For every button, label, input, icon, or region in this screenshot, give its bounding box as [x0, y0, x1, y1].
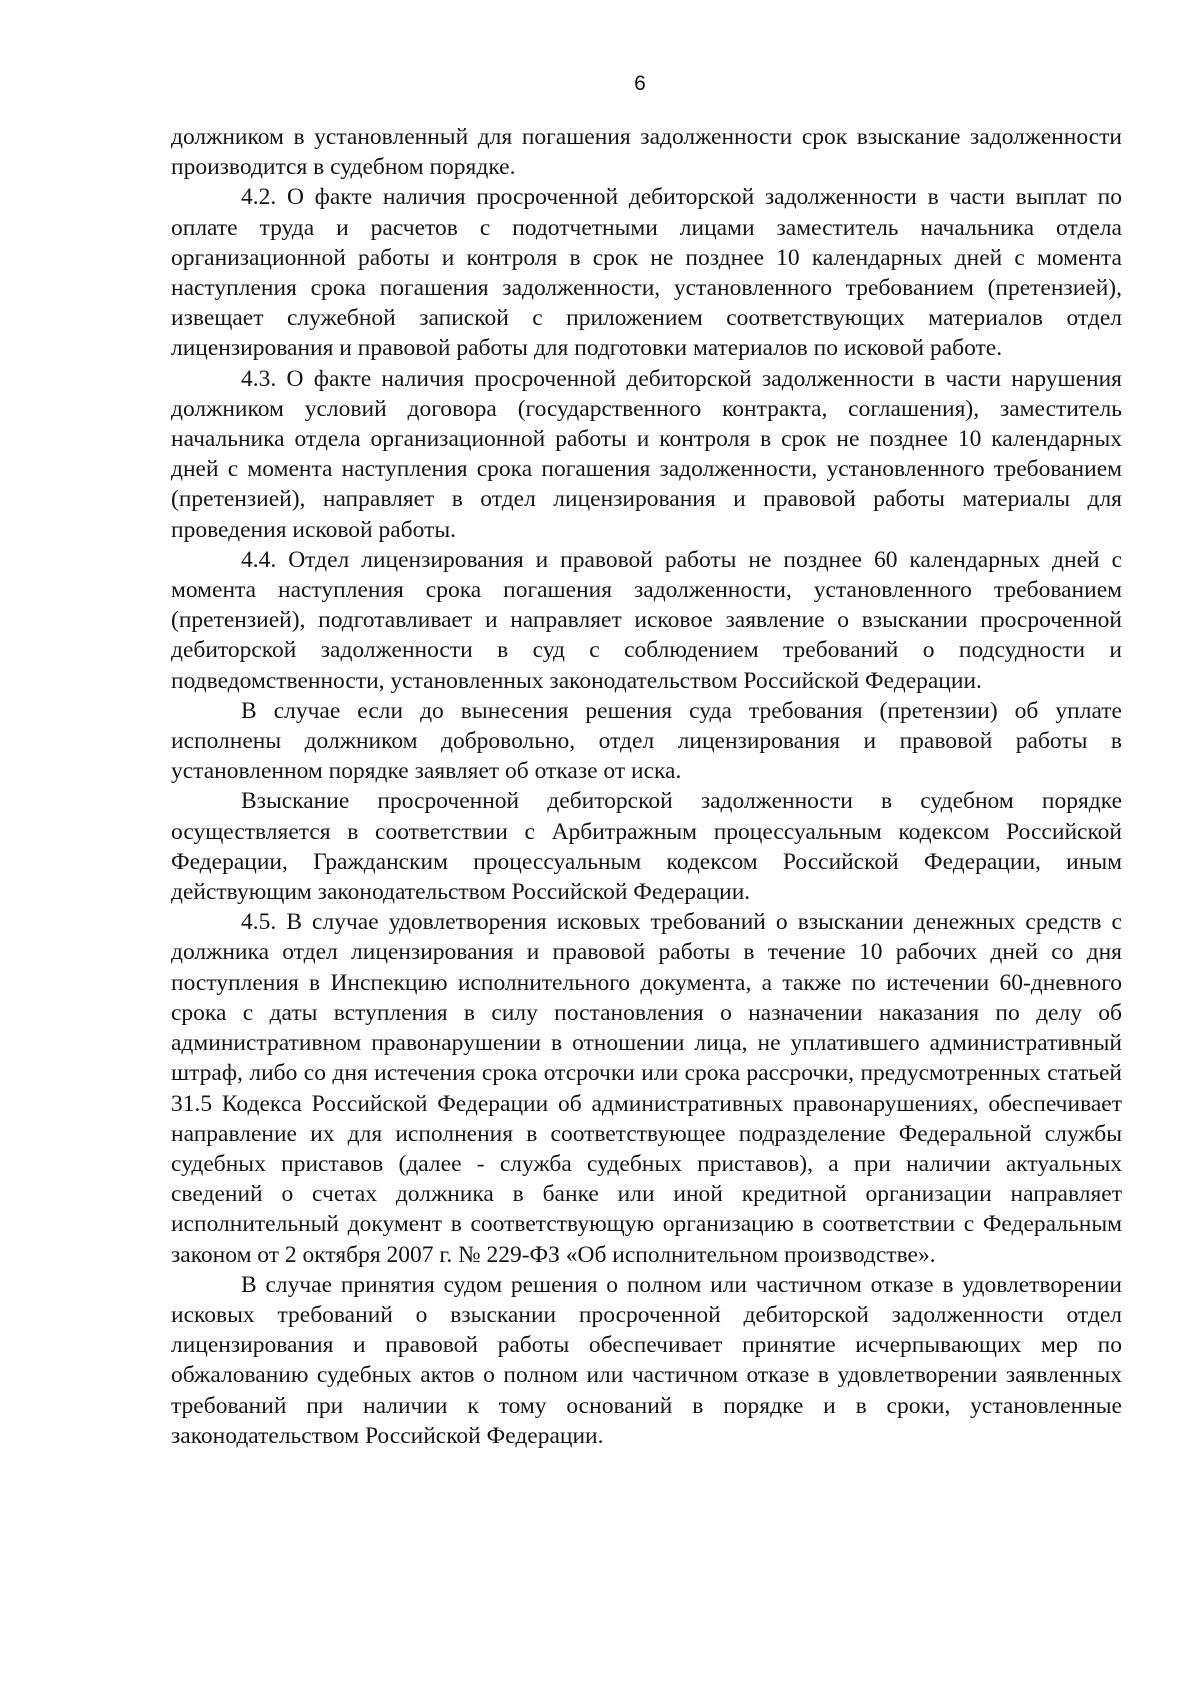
paragraph-4-4: 4.4. Отдел лицензирования и правовой работы не позднее 60 календарных дней с момента наступления срока погашения задолженности, установленного требованием (претензией), подготавливает и направляет исковое заявление о взыскании просроченной дебиторской задолженности в суд с соблюдением требований о подсудности и подведомственности, установленных законодательством Российской Федерации.: [171, 546, 1122, 694]
paragraph-4-4-judicial-recovery: Взыскание просроченной дебиторской задолженности в судебном порядке осуществляется в соответствии с Арбитражным процессуальным кодексом Российской Федерации, Гражданским процессуальным кодексом Российской Федерации, иным действующим законодательством Российской Федерации.: [171, 788, 1122, 906]
paragraph-4-5: 4.5. В случае удовлетворения исковых требований о взыскании денежных средств с должника отдел лицензирования и правовой работы в течение 10 рабочих дней со дня поступления в Инспекцию исполнительного документа, а также по истечении 60-дневного срока с даты вступления в силу постановления о назначении наказания по делу об административном правонарушении в отношении лица, не уплатившего административный штраф, либо со дня истечения срока отсрочки или срока рассрочки, предусмотренных статьей 31.5 Кодекса Российской Федерации об административных правонарушениях, обеспечивает направление их для исполнения в соответствующее подразделение Федеральной службы судебных приставов (далее - служба судебных приставов), а при наличии актуальных сведений о счетах должника в банке или иной кредитной организации направляет исполнительный документ в соответствующую организацию в соответствии с Федеральным законом от 2 октября 2007 г. № 229-ФЗ «Об исполнительном производстве».: [171, 909, 1122, 1268]
page-number: 6: [634, 72, 646, 95]
paragraph-4-3: 4.3. О факте наличия просроченной дебиторской задолженности в части нарушения должником условий договора (государственного контракта, соглашения), заместитель начальника отдела организационной работы и контроля в срок не позднее 10 календарных дней с момента наступления срока погашения задолженности, установленного требованием (претензией), направляет в отдел лицензирования и правовой работы материалы для проведения исковой работы.: [171, 365, 1122, 543]
paragraph-continuation: должником в установленный для погашения задолженности срок взыскание задолженности производится в судебном порядке.: [171, 124, 1122, 181]
paragraph-4-2: 4.2. О факте наличия просроченной дебиторской задолженности в части выплат по оплате труда и расчетов с подотчетными лицами заместитель начальника отдела организационной работы и контроля в срок не позднее 10 календарных дней с момента наступления срока погашения задолженности, установленного требованием (претензией), извещает служебной запиской с приложением соответствующих материалов отдел лицензирования и правовой работы для подготовки материалов по исковой работе.: [171, 184, 1122, 362]
paragraph-4-4-voluntary-payment: В случае если до вынесения решения суда требования (претензии) об уплате исполнены должником добровольно, отдел лицензирования и правовой работы в установленном порядке заявляет об отказе от иска.: [171, 697, 1122, 785]
paragraph-4-5-appeal: В случае принятия судом решения о полном или частичном отказе в удовлетворении исковых требований о взыскании просроченной дебиторской задолженности отдел лицензирования и правовой работы обеспечивает принятие исчерпывающих мер по обжалованию судебных актов о полном или частичном отказе в удовлетворении заявленных требований при наличии к тому оснований в порядке и в сроки, установленные законодательством Российской Федерации.: [171, 1271, 1122, 1449]
document-body: [171, 122, 1122, 1451]
